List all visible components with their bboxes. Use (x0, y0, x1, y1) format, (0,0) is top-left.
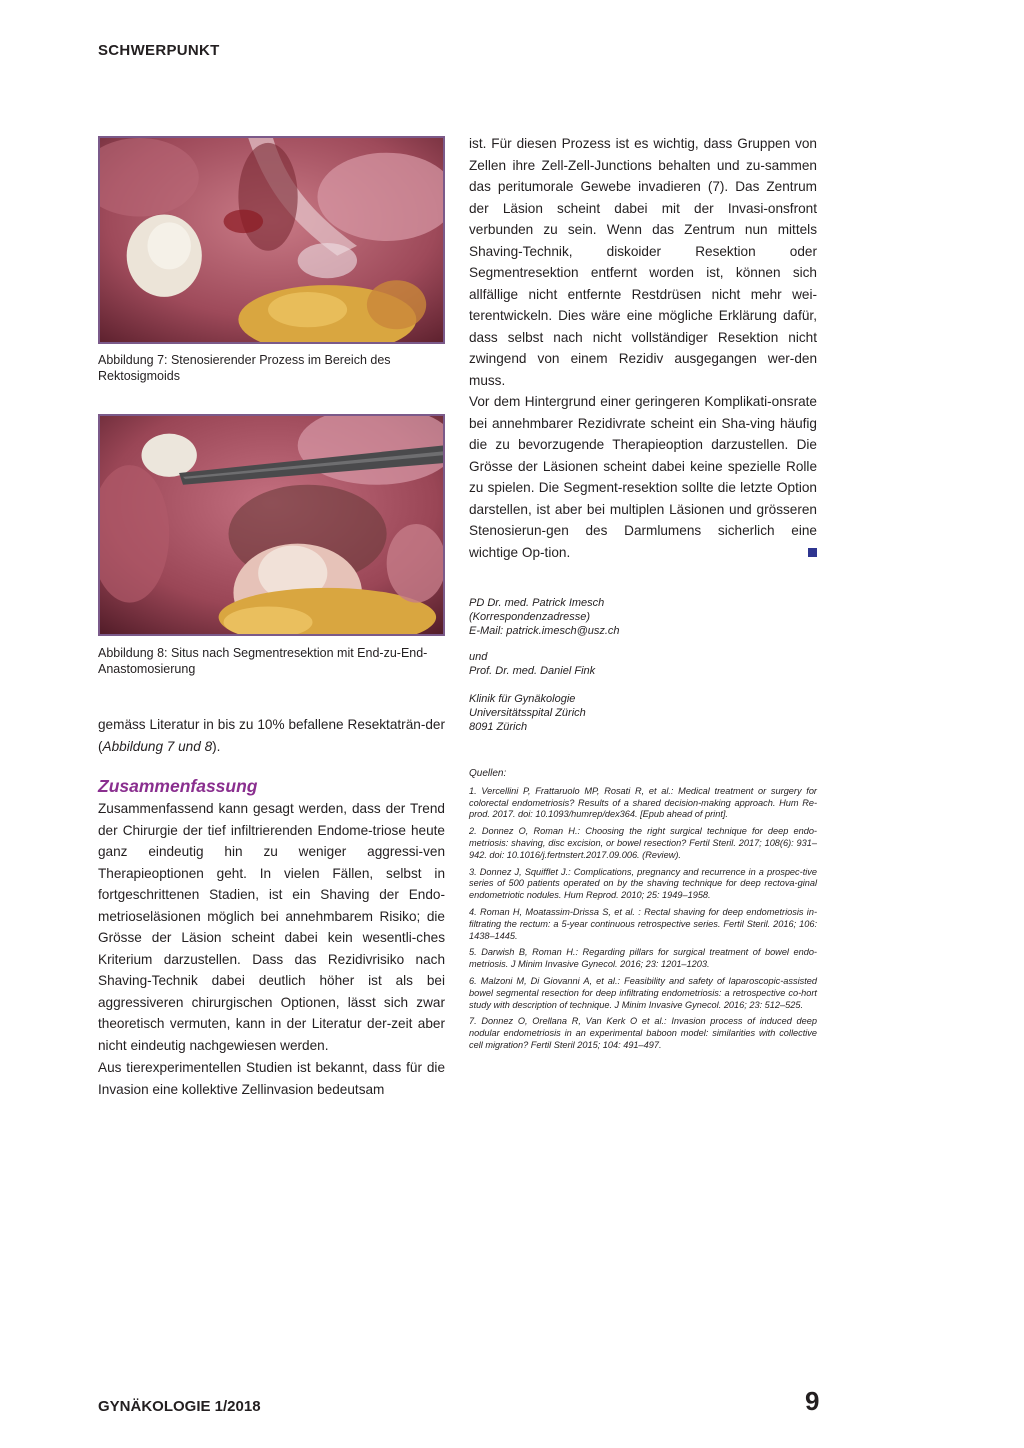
author-name: PD Dr. med. Patrick Imesch (469, 597, 605, 609)
surgical-photo-7 (100, 138, 443, 342)
references-title: Quellen: (469, 768, 507, 779)
clinic-line: Universitätsspital Zürich (469, 707, 586, 719)
surgical-photo-8 (100, 416, 443, 634)
reference-item: 3. Donnez J, Squifflet J.: Complications, pregnancy and recurrence in a prospec-tive series of 500 patients operated on by the shaving technique for deep rectova-ginal endometriotic nodules. Hum Reprod. 2010; 25: 1949–1958. (469, 866, 817, 901)
zusammenfassung-body (98, 798, 445, 1100)
figure-7-caption: Abbildung 7: Stenosierender Prozess im Bereich des Rektosigmoids (98, 353, 391, 383)
reference-item: 4. Roman H, Moatassim-Drissa S, et al. : Rectal shaving for deep endometriosis in-filtrating the rectum: a 5-year continuous retrospective series. Fertil Steril. 2016; 106: 1438–1445. (469, 906, 817, 941)
continuation-end: ). (212, 738, 221, 754)
body-paragraph: Aus tierexperimentellen Studien ist bekannt, dass für die Invasion eine kollektive Zellinvasion bedeutsam (98, 1060, 445, 1097)
author-name: Prof. Dr. med. Daniel Fink (469, 665, 596, 677)
final-paragraph-text: Vor dem Hintergrund einer geringeren Komplikati-onsrate bei annehmbarer Rezidivrate scheint ein Sha-ving häufig die zu bevorzugende Therapieoption darzustellen. Die Grösse der Läsionen scheint dabei keine spezielle Rolle zu spielen. Die Segment-resektion sollte die letzte Option darstellen, ist aber bei multiplen Läsionen und grösseren Stenosierun-gen des Darmlumens sicherlich eine wichtige Op-tion. (469, 394, 817, 560)
figure-7-image (98, 136, 445, 344)
left-continuation-paragraph (98, 714, 445, 757)
clinic-address (469, 692, 586, 734)
reference-item: 5. Darwish B, Roman H.: Regarding pillars for surgical treatment of bowel endo-metriosis. J Minim Invasive Gynecol. 2016; 23: 1201–1203. (469, 947, 817, 970)
author-block-1 (469, 596, 620, 638)
section-header: SCHWERPUNKT (98, 42, 220, 59)
reference-item: 1. Vercellini P, Frattaruolo MP, Rosati R, et al.: Medical treatment or surgery for colorectal endometriosis? Results of a shared decision-making approach. Hum Re-prod. 2017. doi: 10.1093/humrep/dex364. [Epub ahead of print]. (469, 785, 817, 820)
figure-8-image (98, 414, 445, 636)
body-paragraph: ist. Für diesen Prozess ist es wichtig, dass Gruppen von Zellen ihre Zell-Zell-Junctions behalten und zu-sammen das peritumorale Gewebe invadieren (7). Das Zentrum der Läsion scheint dabei mit der Invasi-onsfront verbunden zu sein. Wenn das Zentrum nun mittels Shaving-Technik, diskoider Resektion oder Segmentresektion entfernt worden ist, können sich allfällige nicht entfernte Restdrüsen nicht mehr wei-terentwickeln. Dies wäre eine mögliche Erklärung dafür, dass selbst nach nicht vollständiger Resektion nicht zwingend von einem Rezidiv ausgegangen wer-den muss. (469, 136, 817, 388)
author-conjunction: und (469, 651, 488, 663)
reference-item: 6. Malzoni M, Di Giovanni A, et al.: Feasibility and safety of laparoscopic-assisted bowel segmental resection for deep infiltrating endometriosis: a retrospective co-hort study with description of technique. J Minim Invasive Gynecol. 2016; 23: 512–525. (469, 975, 817, 1010)
section-title-zusammenfassung: Zusammenfassung (98, 776, 258, 796)
author-role: (Korrespondenzadresse) (469, 611, 591, 623)
body-paragraph-final (469, 391, 817, 563)
body-paragraph: Zusammenfassend kann gesagt werden, dass der Trend der Chirurgie der tief infiltrierenden Endome-triose heute ganz eindeutig hin zu weniger aggressi-ven Therapieoptionen geht. In vielen Fällen, selbst in fortgeschrittenen Stadien, ist ein Shaving der Endo-metrioseläsionen möglich bei annehmbarem Risiko; die Grösse der Läsion scheint dabei kein wesentli-ches Kriterium darzustellen. Dass das Rezidivrisiko nach Shaving-Technik dabei deutlich höher ist als bei aggressiveren chirurgischen Optionen, lässt sich zwar theoretisch vermuten, kann in der Literatur der-zeit aber nicht eindeutig nachgewiesen werden. (98, 801, 445, 1053)
author-email: E-Mail: patrick.imesch@usz.ch (469, 625, 620, 637)
reference-item: 7. Donnez O, Orellana R, Van Kerk O et al.: Invasion process of induced deep nodular endometriosis in an experimental baboon model: similarities with collective cell migration? Fertil Steril 2015; 104: 491–497. (469, 1016, 817, 1050)
page-number: 9 (805, 1386, 820, 1416)
continuation-text: gemäss Literatur in bis zu 10% befallene Resektaträn-der ( (98, 717, 445, 754)
reference-item: 2. Donnez O, Roman H.: Choosing the right surgical technique for deep endo-metriosis: shaving, disc excision, or bowel resection? Fertil Steril. 2017; 108(6): 931–942. doi: 10.1016/j.fertnstert.2017.09.006. (Review). (469, 826, 817, 860)
figure-reference: Abbildung 7 und 8 (102, 738, 213, 754)
right-column-text (469, 133, 817, 563)
author-block-2 (469, 650, 595, 678)
clinic-line: 8091 Zürich (469, 721, 528, 733)
end-of-article-mark (808, 548, 817, 557)
clinic-line: Klinik für Gynäkologie (469, 693, 576, 705)
journal-issue: GYNÄKOLOGIE 1/2018 (98, 1398, 261, 1415)
references-list (469, 768, 817, 1057)
figure-8-caption: Abbildung 8: Situs nach Segmentresektion mit End-zu-End-Anastomosierung (98, 646, 428, 676)
